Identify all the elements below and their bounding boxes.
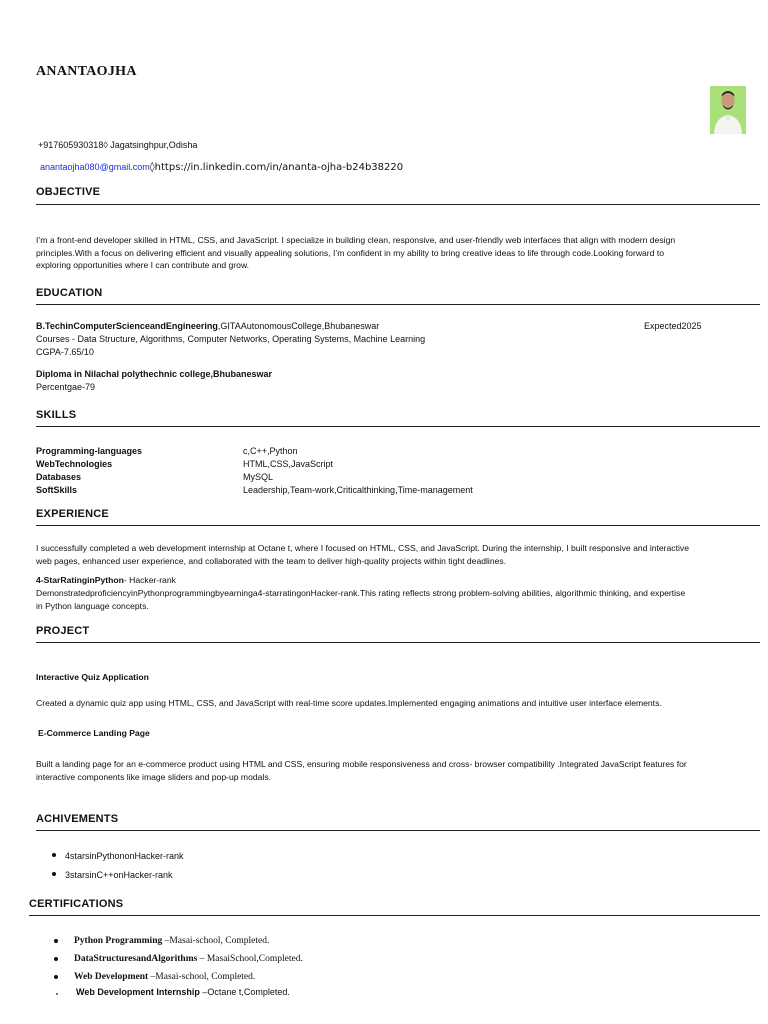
project-description: Created a dynamic quiz app using HTML, CSS, and JavaScript with real-time score updates.Implemented engaging animations and intuitive user interface elements. [36, 698, 662, 708]
certification-detail: – MasaiSchool,Completed. [197, 954, 303, 964]
profile-photo [710, 86, 746, 134]
objective-line: I’m a front-end developer skilled in HTML, CSS, and JavaScript. I specialize in building clean, responsive, and user-friendly web interfaces that align with modern design [36, 235, 676, 245]
certifications-heading: CERTIFICATIONS [29, 898, 124, 910]
experience-line: I successfully completed a web development internship at Octane t, where I focused on HTML, CSS, and JavaScript. During the internship, I built responsive and interactive [36, 543, 689, 553]
divider [36, 204, 760, 205]
objective-line: principles.With a focus on delivering efficient and visually appealing solutions, I’m confident in my ability to bring creative ideas to life through code.Looking forward to [36, 247, 665, 258]
experience-text [36, 542, 746, 567]
phone-location: +917605930318◊ Jagatsinghpur,Odisha [38, 140, 198, 150]
divider [36, 642, 760, 643]
experience-heading: EXPERIENCE [36, 508, 109, 520]
person-photo-icon [710, 86, 746, 134]
objective-text [36, 234, 736, 272]
cgpa: CGPA-7.65/10 [36, 347, 94, 357]
small-bullet-icon [56, 993, 58, 995]
skills-heading: SKILLS [36, 409, 77, 421]
degree-line [36, 320, 379, 333]
project-description [36, 758, 746, 783]
objective-line: exploring opportunities where I can contribute and grow. [36, 260, 250, 270]
bullet-icon [54, 939, 58, 943]
project-line: Built a landing page for an e-commerce product using HTML and CSS, ensuring mobile responsiveness and cross- browser compatibility .Integrated JavaScript features for [36, 759, 687, 769]
certification-item [76, 987, 290, 997]
skill-value: MySQL [243, 472, 274, 482]
divider [36, 830, 760, 831]
skill-label: WebTechnologies [36, 459, 113, 469]
skill-label: Programming-languages [36, 446, 143, 456]
objective-heading: OBJECTIVE [36, 186, 101, 198]
skill-label: Databases [36, 472, 82, 482]
degree-college: ,GITAAutonomousCollege,Bhubaneswar [217, 321, 380, 331]
bullet-icon [54, 975, 58, 979]
diploma-title: Diploma in Nilachal polythechnic college,Bhubaneswar [36, 369, 273, 379]
skill-label: SoftSkills [36, 485, 78, 495]
achievement-item: 4starsinPythononHacker-rank [65, 851, 184, 861]
hackerrank-title: 4-StarRatinginPython [36, 575, 124, 585]
certification-title: Python Programming [74, 936, 163, 946]
education-heading: EDUCATION [36, 287, 103, 299]
hackerrank-source: - Hacker-rank [123, 575, 176, 585]
contact-links [40, 157, 403, 175]
degree-title: B.TechinComputerScienceandEngineering [36, 321, 218, 331]
divider [36, 525, 760, 526]
project-heading: PROJECT [36, 625, 90, 637]
linkedin-link[interactable]: ◊https://in.linkedin.com/in/ananta-ojha-b24b38220 [149, 162, 404, 173]
skill-value: c,C++,Python [243, 446, 298, 456]
divider [36, 426, 760, 427]
expected-year: Expected2025 [644, 321, 702, 331]
achievements-heading: ACHIVEMENTS [36, 813, 119, 825]
certification-item [74, 954, 303, 964]
diploma-percentage: Percentgae-79 [36, 382, 96, 392]
courses: Courses - Data Structure, Algorithms, Computer Networks, Operating Systems, Machine Learning [36, 334, 426, 344]
skill-value: HTML,CSS,JavaScript [243, 459, 334, 469]
certification-item [74, 972, 255, 982]
project-title: Interactive Quiz Application [36, 672, 149, 682]
project-line: interactive components like image sliders and pop-up modals. [36, 771, 272, 782]
divider [29, 915, 760, 916]
certification-detail: –Octane t,Completed. [199, 987, 290, 997]
hackerrank-line: in Python language concepts. [36, 600, 149, 611]
email-link[interactable]: anantaojha080@gmail.com [40, 162, 150, 172]
hackerrank-line: DemonstratedproficiencyinPythonprogrammingbyearninga4-starratingonHacker-rank.This rating reflects strong problem-solving abilities, algorithmic thinking, and expertise [36, 588, 686, 598]
achievement-item: 3starsinC++onHacker-rank [65, 870, 173, 880]
bullet-icon [54, 957, 58, 961]
candidate-name: ANANTAOJHA [36, 64, 137, 79]
bullet-icon [52, 853, 56, 857]
hackerrank-entry [36, 574, 746, 587]
certification-title: Web Development Internship [76, 987, 200, 997]
certification-detail: –Masai-school, Completed. [162, 936, 270, 946]
experience-line: web pages, enhanced user experience, and collaborated with the team to deliver high-quality projects within tight deadlines. [36, 555, 507, 566]
project-title: E-Commerce Landing Page [38, 728, 150, 738]
certification-title: Web Development [74, 972, 149, 982]
certification-title: DataStructuresandAlgorithms [74, 954, 198, 964]
divider [36, 304, 760, 305]
certification-detail: –Masai-school, Completed. [148, 972, 256, 982]
hackerrank-text [36, 587, 746, 612]
certification-item [74, 936, 269, 946]
skill-value: Leadership,Team-work,Criticalthinking,Time-management [243, 485, 473, 495]
bullet-icon [52, 872, 56, 876]
